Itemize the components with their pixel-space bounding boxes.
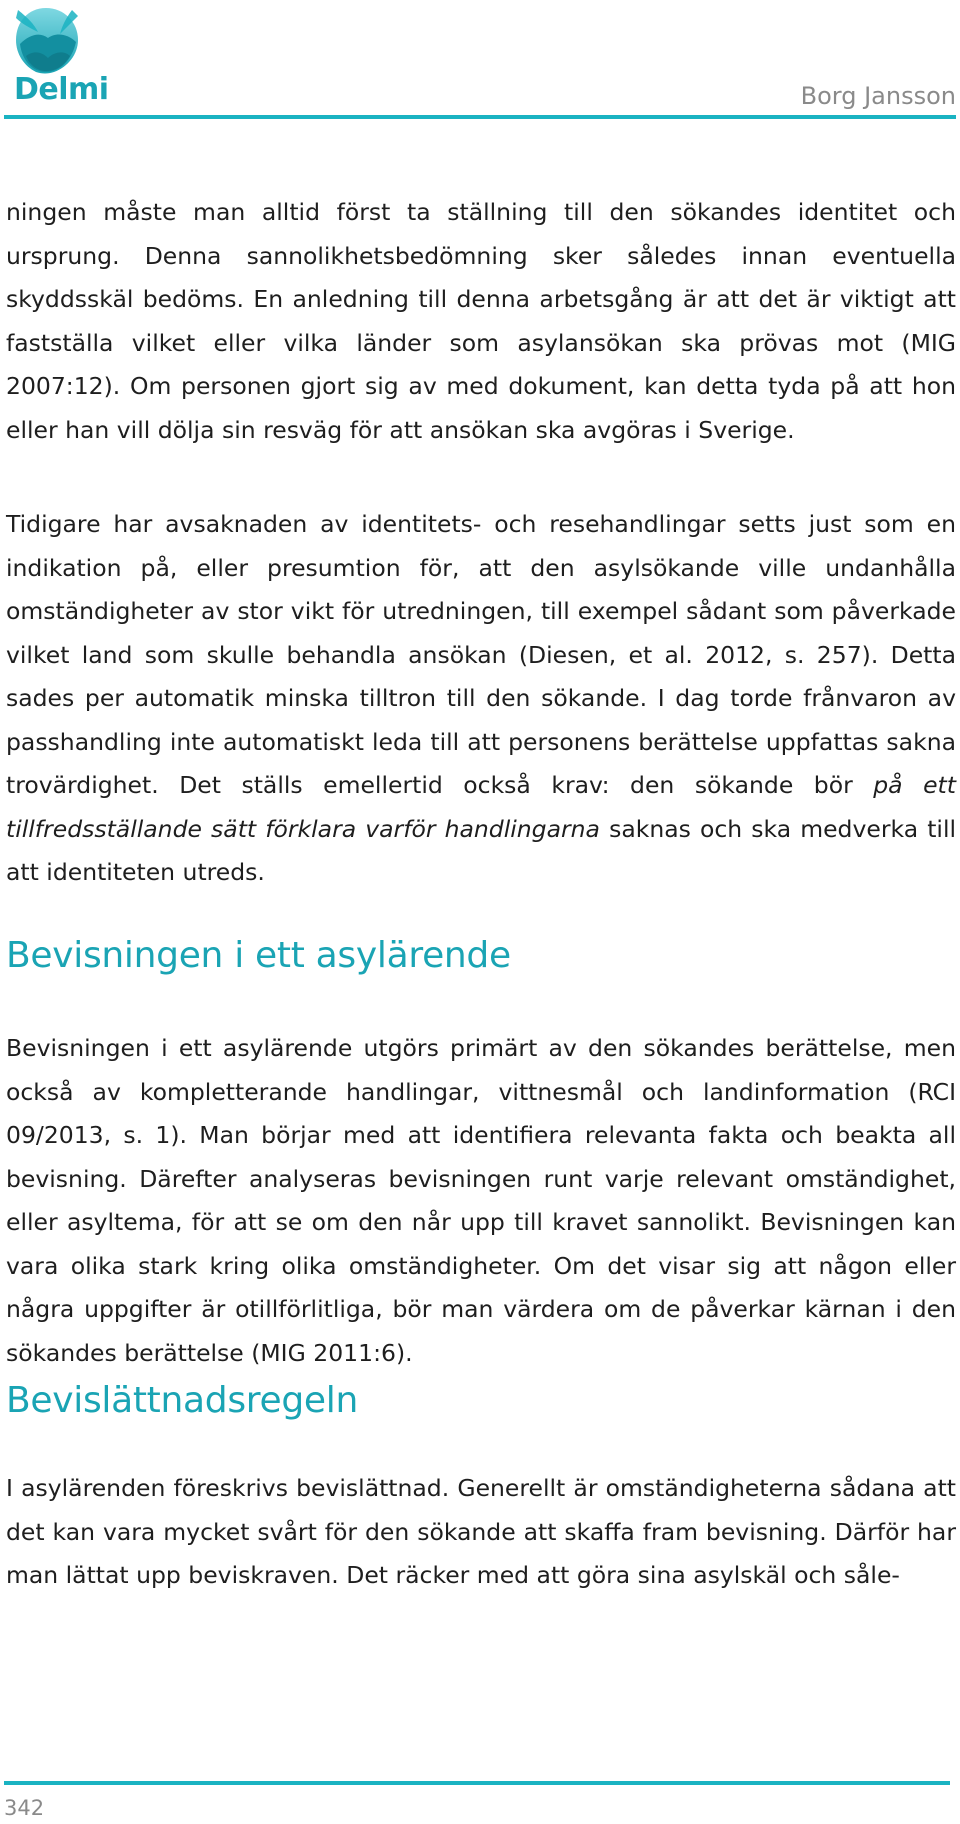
- paragraph-2-text: Tidigare har avsaknaden av identitets- och resehandlingar setts just som en indikation på, eller presumtion för, att den asylsökande ville undanhålla omständigheter av stor vikt för utredningen, till exempel sådant som påverkade vilket land som skulle behandla ansökan (Diesen, et al. 2012, s. 257). Detta sades per automatik minska tilltron till den sökande. I dag torde frånvaron av passhandling inte automatiskt leda till att personens berättelse uppfattas sakna trovärdighet. Det ställs emellertid också krav: den sökande bör: [6, 510, 956, 799]
- delmi-logo-emblem-icon: [8, 4, 98, 79]
- paragraph-2-italic: på ett tillfredsställande sätt förklara varför handlingarna: [6, 771, 956, 843]
- footer-divider: [4, 1781, 950, 1785]
- running-header-author: Borg Jansson: [800, 82, 956, 110]
- body-paragraph-1: ningen måste man alltid först ta ställning till den sökandes identitet och ursprung. Denna sannolikhetsbedömning sker således innan eventuella skyddsskäl bedöms. En anledning till denna arbetsgång är att det är viktigt att fastställa vilket eller vilka länder som asylansökan ska prövas mot (MIG 2007:12). Om personen gjort sig av med dokument, kan detta tyda på att hon eller han vill dölja sin resväg för att ansökan ska avgöras i Sverige.: [6, 198, 956, 444]
- logo-text: Delmi: [14, 72, 109, 107]
- body-paragraph-2: [6, 503, 956, 895]
- body-paragraph-3: Bevisningen i ett asylärende utgörs primärt av den sökandes berättelse, men också av kompletterande handlingar, vittnesmål och landinformation (RCI 09/2013, s. 1). Man börjar med att identifiera relevanta fakta och beakta all bevisning. Därefter analyseras bevisningen runt varje relevant omständighet, eller asyltema, för att se om den når upp till kravet sannolikt. Bevisningen kan vara olika stark kring olika omständigheter. Om det visar sig att någon eller några uppgifter är otillförlitliga, bör man värdera om de påverkar kärnan i den sökandes berättelse (MIG 2011:6).: [6, 1034, 956, 1367]
- page-number: 342: [4, 1796, 45, 1820]
- header-divider: [4, 115, 956, 119]
- body-paragraph-4: I asylärenden föreskrivs bevislättnad. Generellt är omständigheterna sådana att det kan vara mycket svårt för den sökande att skaffa fram bevisning. Därför har man lättat upp beviskraven. Det räcker med att göra sina asylskäl och såle-: [6, 1474, 956, 1589]
- section-heading-bevisningen: Bevisningen i ett asylärende: [6, 935, 511, 976]
- paragraph-2-text-end: saknas och ska medverka till att identiteten utreds.: [6, 814, 957, 886]
- section-heading-bevislattnadsregeln: Bevislättnadsregeln: [6, 1380, 358, 1421]
